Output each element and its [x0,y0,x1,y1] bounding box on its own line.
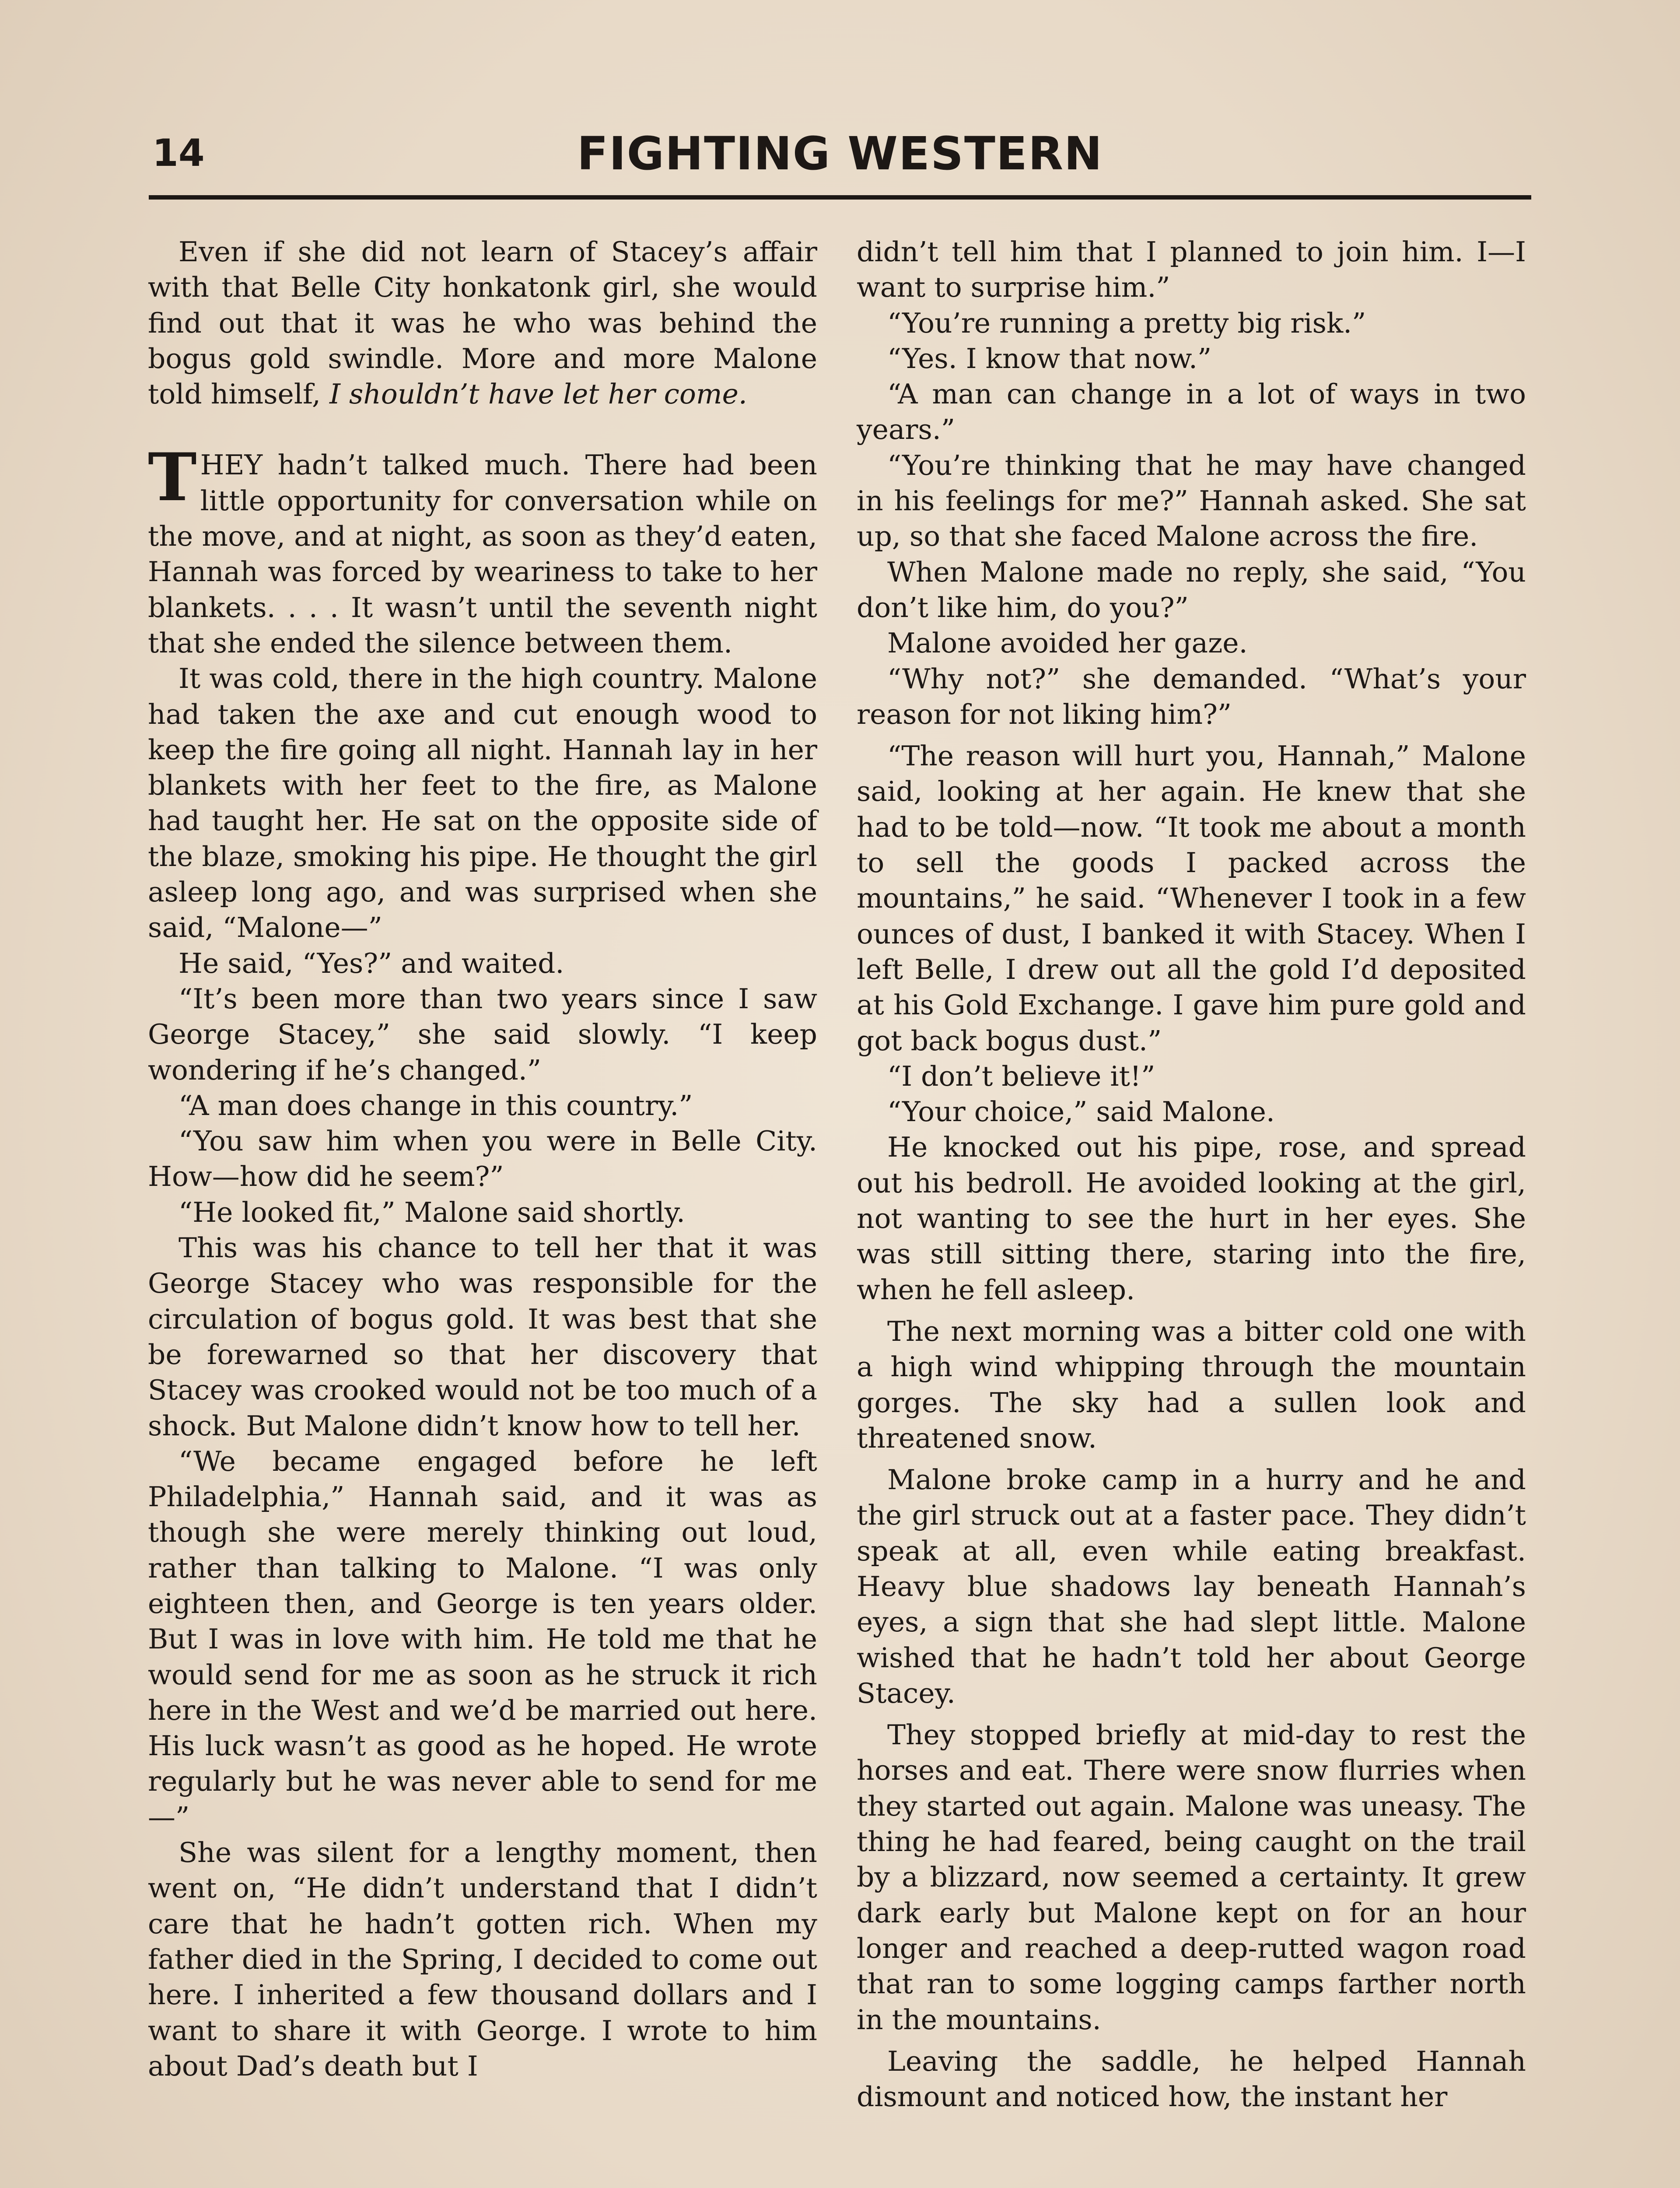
paragraph: Malone avoided her gaze. [887,627,1248,659]
right-column [857,234,1526,2114]
paragraph: “Yes. I know that now.” [887,342,1212,375]
paragraph: “I don’t believe it!” [887,1060,1155,1092]
page-number: 14 [152,131,205,175]
paragraph: “You’re running a pretty big risk.” [887,307,1366,339]
paragraph: “You’re thinking that he may have changed in his feelings for me?” Hannah asked. She sat up, so that she faced Malone across the fire. [857,449,1526,553]
header-rule [149,195,1531,200]
drop-cap: T [148,439,197,516]
paragraph: “The reason will hurt you, Hannah,” Malone said, looking at her again. He knew that she had to be told—now. “It took me about a month to sell the goods I packed across the mountains,” he said. “Whenever I took in a few ounces of dust, I banked it with Stacey. When I left Belle, I drew out all the gold I’d deposited at his Gold Exchange. I gave him pure gold and got back bogus dust.” [857,740,1526,1057]
paragraph-text: Even if she did not learn of Stacey’s affair with that Belle City honkatonk girl, she would find out that it was he who was behind the bogus gold swindle. More and more Malone told himself, [148,236,817,410]
paragraph: They stopped briefly at mid-day to rest the horses and eat. There were snow flurries when they started out again. Malone was uneasy. The thing he had feared, being caught on the trail by a blizzard, now seemed a certainty. It grew dark early but Malone kept on for an hour longer and reached a deep-rutted wagon road that ran to some logging camps farther north in the mountains. [857,1719,1526,2036]
paragraph: “You saw him when you were in Belle City. How—how did he seem?” [148,1125,817,1193]
paragraph: She was silent for a lengthy moment, then went on, “He didn’t understand that I didn’t care that he hadn’t gotten rich. When my father died in the Spring, I decided to come out here. I inherited a few thousand dollars and I want to share it with George. I wrote to him about Dad’s death but I [148,1837,817,2082]
paragraph [148,234,817,412]
paragraph: “We became engaged before he left Philadelphia,” Hannah said, and it was as though she were merely thinking out loud, rather than talking to Malone. “I was only eighteen then, and George is ten years older. But I was in love with him. He told me that he would send for me as soon as he struck it rich here in the West and we’d be married out here. His luck wasn’t as good as he hoped. He wrote regularly but he was never able to send for me—” [148,1445,817,1833]
paragraph: He said, “Yes?” and waited. [178,947,564,979]
paragraph: When Malone made no reply, she said, “You don’t like him, do you?” [857,556,1526,624]
paragraph: “A man does change in this country.” [178,1089,693,1122]
section-paragraph [148,439,817,661]
paragraph: He knocked out his pipe, rose, and spread out his bedroll. He avoided looking at the girl, not wanting to see the hurt in her eyes. She was still sitting there, staring into the fire, when he fell asleep. [857,1131,1526,1306]
paragraph: Malone broke camp in a hurry and he and the girl struck out at a faster pace. They didn’t speak at all, even while eating breakfast. Heavy blue shadows lay beneath Hannah’s eyes, a sign that she had slept little. Malone wished that he hadn’t told her about George Stacey. [857,1464,1526,1709]
paragraph: “He looked fit,” Malone said shortly. [178,1196,685,1228]
paragraph: Leaving the saddle, he helped Hannah dismount and noticed how, the instant her [857,2045,1526,2113]
paragraph: “Your choice,” said Malone. [887,1096,1275,1128]
paragraph: didn’t tell him that I planned to join him. I—I want to surprise him.” [857,236,1526,304]
paragraph: This was his chance to tell her that it was George Stacey who was responsible for the circulation of bogus gold. It was best that she be forewarned so that her discovery that Stacey was crooked would not be too much of a shock. But Malone didn’t know how to tell her. [148,1232,817,1442]
page-header [152,127,1528,184]
paragraph: It was cold, there in the high country. Malone had taken the axe and cut enough wood to keep the fire going all night. Hannah lay in her blankets with her feet to the fire, as Malone had taught her. He sat on the opposite side of the blaze, smoking his pipe. He thought the girl asleep long ago, and was surprised when she said, “Malone—” [148,663,817,944]
paragraph: “Why not?” she demanded. “What’s your reason for not liking him?” [857,663,1526,730]
paragraph-text: HEY hadn’t talked much. There had been little opportunity for conversation while on the move, and at night, as soon as they’d eaten, Hannah was forced by weariness to take to her blankets. . . . It wasn’t until the seventh night that she ended the silence between them. [148,449,817,659]
paragraph: “A man can change in a lot of ways in two years.” [857,378,1526,446]
paragraph: “It’s been more than two years since I saw George Stacey,” she said slowly. “I keep wondering if he’s changed.” [148,982,817,1086]
paragraph: The next morning was a bitter cold one with a high wind whipping through the mountain gorges. The sky had a sullen look and threatened snow. [857,1315,1526,1454]
running-head: FIGHTING WESTERN [577,127,1103,180]
left-column [148,234,817,2084]
italic-thought: I shouldn’t have let her come. [329,378,747,410]
